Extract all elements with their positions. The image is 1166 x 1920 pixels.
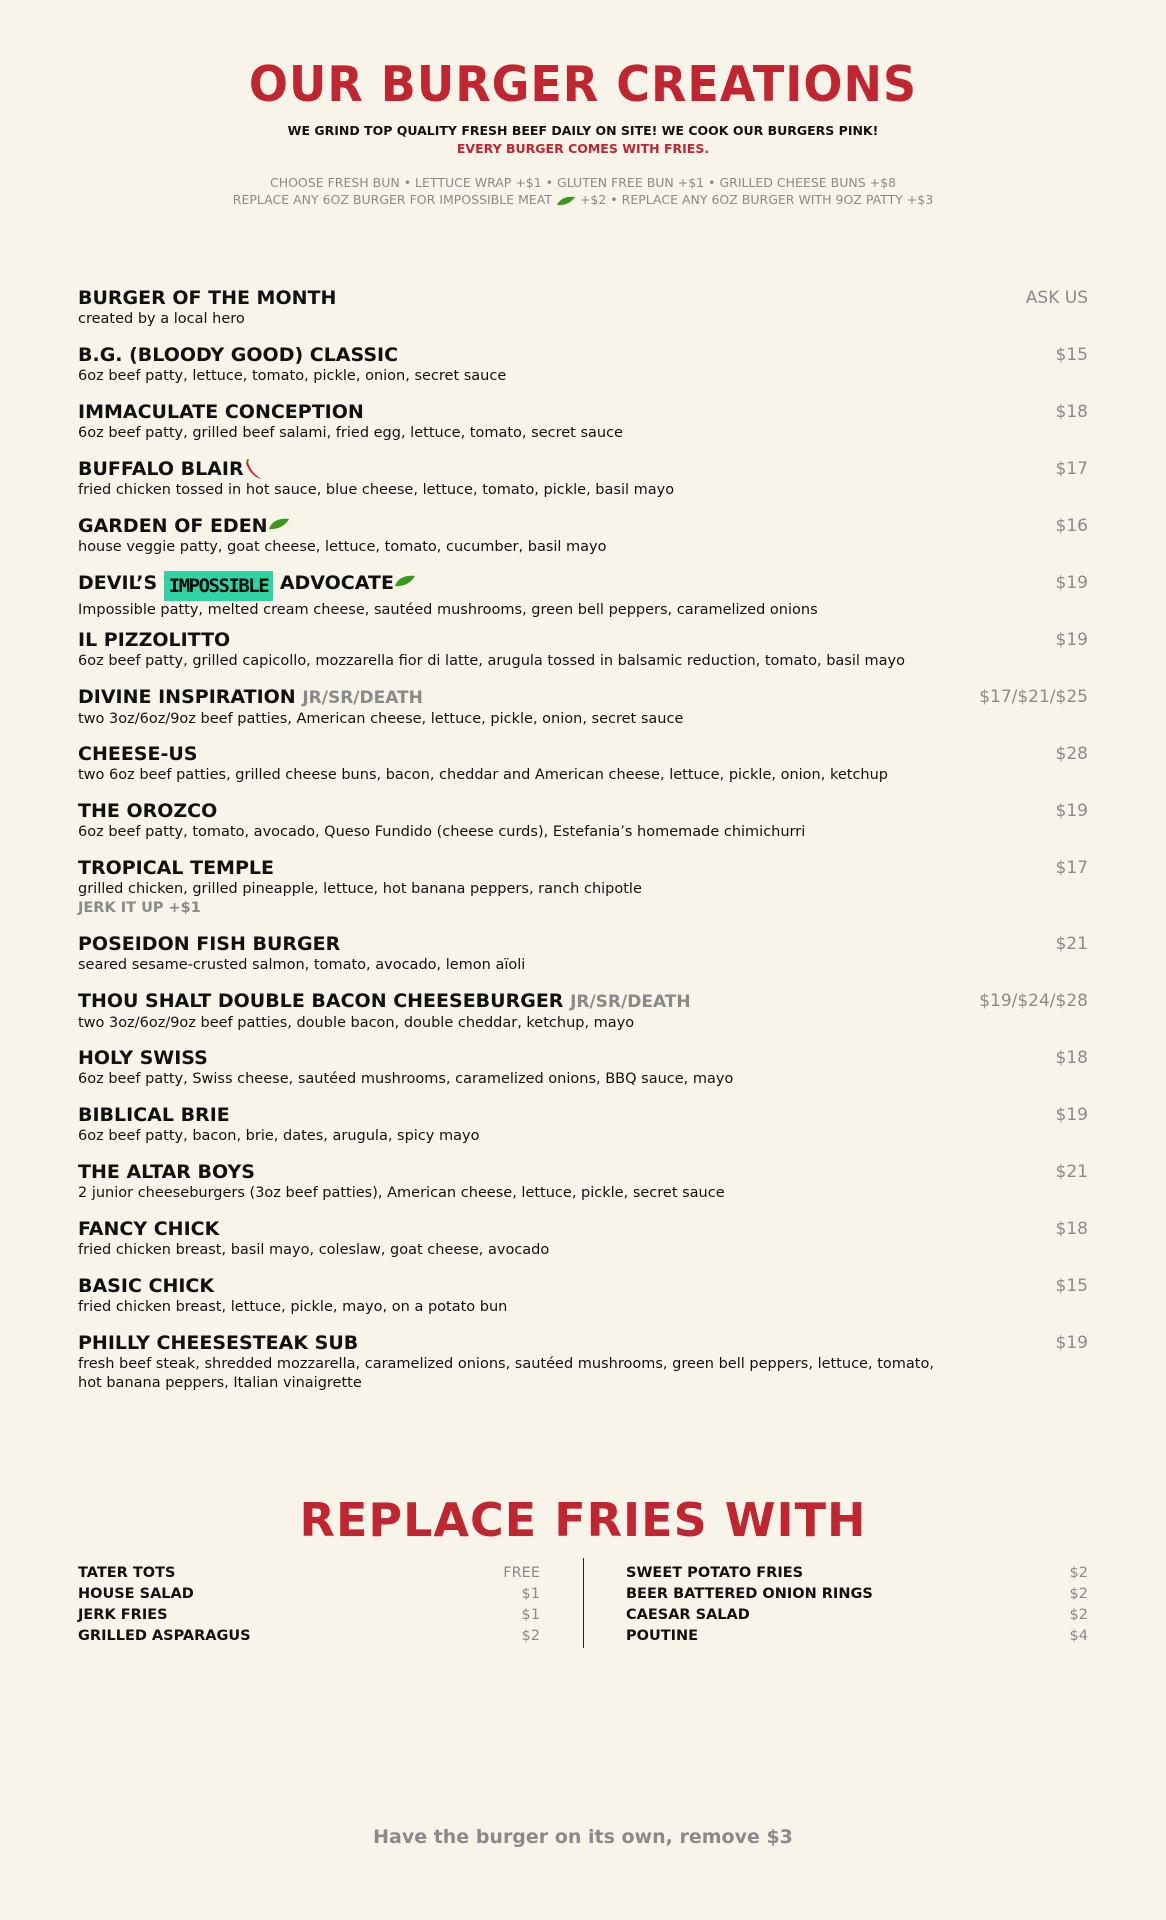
fries-option-price: $2: [1069, 1586, 1088, 1602]
item-description: 6oz beef patty, bacon, brie, dates, arugula, spicy mayo: [78, 1128, 480, 1144]
menu-item: [78, 457, 1088, 514]
leaf-icon: [556, 196, 576, 206]
item-name-row: [78, 685, 1088, 710]
item-name: FANCY CHICK: [78, 1218, 220, 1240]
item-name-part: DEVIL’S: [78, 572, 158, 594]
item-name: HOLY SWISS: [78, 1047, 208, 1069]
leaf-icon: [394, 574, 416, 588]
item-price: ASK US: [1025, 288, 1088, 308]
item-description: created by a local hero: [78, 311, 245, 327]
size-options: JR/SR/DEATH: [302, 688, 423, 708]
burger-menu: [78, 286, 1088, 1407]
item-description: 6oz beef patty, lettuce, tomato, pickle, onion, secret sauce: [78, 368, 507, 384]
fries-section-title: REPLACE FRIES WITH: [299, 1493, 867, 1547]
fries-option-price: $4: [1069, 1628, 1088, 1644]
item-description: two 3oz/6oz/9oz beef patties, American cheese, lettuce, pickle, onion, secret sauce: [78, 711, 684, 727]
menu-item: [78, 1274, 1088, 1331]
item-name: PHILLY CHEESESTEAK SUB: [78, 1332, 359, 1354]
intro: [0, 122, 1166, 158]
item-name: BUFFALO BLAIR: [78, 458, 244, 480]
chili-pepper-icon: [244, 459, 264, 481]
menu-item: [78, 742, 1088, 799]
page-title: OUR BURGER CREATIONS: [248, 55, 918, 113]
menu-item: [78, 1046, 1088, 1103]
item-name: THE ALTAR BOYS: [78, 1161, 255, 1183]
item-price: $19: [1055, 1333, 1088, 1353]
item-name: POSEIDON FISH BURGER: [78, 933, 341, 955]
bun-options: [0, 174, 1166, 208]
menu-item: [78, 286, 1088, 343]
item-price: $19: [1055, 573, 1088, 593]
impossible-logo: IMPOSSIBLE: [164, 571, 273, 601]
menu-item: [78, 628, 1088, 685]
menu-item: [78, 514, 1088, 571]
item-description: fried chicken breast, basil mayo, coleslaw, goat cheese, avocado: [78, 1242, 550, 1258]
item-price: $17: [1055, 459, 1088, 479]
menu-item: [78, 1217, 1088, 1274]
fries-option-name: SWEET POTATO FRIES: [626, 1565, 804, 1581]
fries-option-name: BEER BATTERED ONION RINGS: [626, 1586, 873, 1602]
item-price: $18: [1055, 1219, 1088, 1239]
fries-option-name: JERK FRIES: [78, 1607, 168, 1623]
size-options: JR/SR/DEATH: [570, 992, 691, 1012]
fries-option-price: FREE: [503, 1565, 540, 1581]
fries-option-name: HOUSE SALAD: [78, 1586, 194, 1602]
fries-option: [626, 1626, 1088, 1647]
item-description: 6oz beef patty, grilled beef salami, fried egg, lettuce, tomato, secret sauce: [78, 425, 623, 441]
item-price: $21: [1055, 934, 1088, 954]
item-name: THOU SHALT DOUBLE BACON CHEESEBURGER: [78, 990, 564, 1012]
item-price: $15: [1055, 1276, 1088, 1296]
item-price: $28: [1055, 744, 1088, 764]
item-price: $16: [1055, 516, 1088, 536]
item-name: DIVINE INSPIRATION: [78, 686, 296, 708]
fries-option: [78, 1626, 540, 1647]
item-description: fresh beef steak, shredded mozzarella, caramelized onions, sautéed mushrooms, green bell peppers, lettuce, tomato, hot banana peppers, Italian vinaigrette: [78, 1356, 934, 1391]
options-line-2b: +$2 • REPLACE ANY 6OZ BURGER WITH 9OZ PATTY +$3: [579, 192, 934, 207]
item-price: $18: [1055, 1048, 1088, 1068]
fries-divider: [583, 1558, 584, 1648]
fries-option: [78, 1563, 540, 1584]
item-name: IMMACULATE CONCEPTION: [78, 401, 364, 423]
fries-option: [78, 1605, 540, 1626]
fries-option: [626, 1563, 1088, 1584]
item-addon-note: JERK IT UP +$1: [78, 900, 201, 916]
fries-option: [626, 1605, 1088, 1626]
fries-option-price: $2: [1069, 1565, 1088, 1581]
item-name-row: [78, 571, 1088, 601]
fries-option-name: TATER TOTS: [78, 1565, 176, 1581]
item-name: BIBLICAL BRIE: [78, 1104, 230, 1126]
menu-item: [78, 799, 1088, 856]
item-price: $17/$21/$25: [979, 687, 1088, 707]
fries-option-price: $1: [521, 1586, 540, 1602]
fries-option-name: GRILLED ASPARAGUS: [78, 1628, 251, 1644]
item-description: seared sesame-crusted salmon, tomato, avocado, lemon aïoli: [78, 957, 526, 973]
menu-item: [78, 932, 1088, 989]
item-name-row: [78, 457, 1088, 481]
item-name: BURGER OF THE MONTH: [78, 287, 337, 309]
menu-item: [78, 400, 1088, 457]
item-description: two 3oz/6oz/9oz beef patties, double bacon, double cheddar, ketchup, mayo: [78, 1015, 635, 1031]
item-name: GARDEN OF EDEN: [78, 515, 268, 537]
item-name-row: [78, 989, 1088, 1014]
menu-item: [78, 685, 1088, 742]
leaf-icon: [268, 517, 290, 531]
item-price: $19: [1055, 801, 1088, 821]
fries-option-name: POUTINE: [626, 1628, 699, 1644]
options-line-2: [0, 191, 1166, 208]
item-description: grilled chicken, grilled pineapple, lettuce, hot banana peppers, ranch chipotle: [78, 881, 642, 897]
item-price: $17: [1055, 858, 1088, 878]
menu-item: [78, 989, 1088, 1046]
fries-option-price: $2: [521, 1628, 540, 1644]
fries-options-left: [78, 1563, 540, 1647]
item-name-row: [78, 514, 1088, 538]
options-line-1: CHOOSE FRESH BUN • LETTUCE WRAP +$1 • GLUTEN FREE BUN +$1 • GRILLED CHEESE BUNS +$8: [269, 175, 897, 190]
item-description: fried chicken tossed in hot sauce, blue cheese, lettuce, tomato, pickle, basil mayo: [78, 482, 675, 498]
item-description: 2 junior cheeseburgers (3oz beef patties), American cheese, lettuce, pickle, secret sauce: [78, 1185, 725, 1201]
item-description: Impossible patty, melted cream cheese, sautéed mushrooms, green bell peppers, caramelized onions: [78, 602, 818, 618]
item-description: 6oz beef patty, grilled capicollo, mozzarella fior di latte, arugula tossed in balsamic reduction, tomato, basil mayo: [78, 653, 905, 669]
item-name: IL PIZZOLITTO: [78, 629, 231, 651]
fries-option: [626, 1584, 1088, 1605]
menu-item: [78, 1331, 1088, 1407]
item-price: $21: [1055, 1162, 1088, 1182]
menu-item: [78, 571, 1088, 628]
menu-item: [78, 343, 1088, 400]
item-price: $19/$24/$28: [979, 991, 1088, 1011]
item-name: BASIC CHICK: [78, 1275, 215, 1297]
item-description: house veggie patty, goat cheese, lettuce, tomato, cucumber, basil mayo: [78, 539, 607, 555]
item-name-part: ADVOCATE: [279, 572, 394, 594]
item-price: $19: [1055, 630, 1088, 650]
menu-item: [78, 1160, 1088, 1217]
fries-option-price: $2: [1069, 1607, 1088, 1623]
item-description: 6oz beef patty, Swiss cheese, sautéed mushrooms, caramelized onions, BBQ sauce, mayo: [78, 1071, 734, 1087]
fries-options-right: [626, 1563, 1088, 1647]
item-description: 6oz beef patty, tomato, avocado, Queso Fundido (cheese curds), Estefania’s homemade chimichurri: [78, 824, 806, 840]
item-name: B.G. (BLOODY GOOD) CLASSIC: [78, 344, 399, 366]
item-name: CHEESE-US: [78, 743, 198, 765]
options-line-2a: REPLACE ANY 6OZ BURGER FOR IMPOSSIBLE MEAT: [232, 192, 552, 207]
item-price: $15: [1055, 345, 1088, 365]
fries-option-price: $1: [521, 1607, 540, 1623]
item-price: $18: [1055, 402, 1088, 422]
intro-line-1: WE GRIND TOP QUALITY FRESH BEEF DAILY ON SITE! WE COOK OUR BURGERS PINK!: [287, 123, 879, 138]
item-description: fried chicken breast, lettuce, pickle, mayo, on a potato bun: [78, 1299, 508, 1315]
footer-note: Have the burger on its own, remove $3: [373, 1826, 793, 1848]
menu-item: [78, 1103, 1088, 1160]
item-price: $19: [1055, 1105, 1088, 1125]
item-description: two 6oz beef patties, grilled cheese buns, bacon, cheddar and American cheese, lettuce, pickle, onion, ketchup: [78, 767, 889, 783]
item-name: TROPICAL TEMPLE: [78, 857, 274, 879]
fries-option: [78, 1584, 540, 1605]
intro-line-2: EVERY BURGER COMES WITH FRIES.: [456, 141, 710, 156]
menu-item: [78, 856, 1088, 932]
fries-option-name: CAESAR SALAD: [626, 1607, 750, 1623]
item-name: THE OROZCO: [78, 800, 218, 822]
